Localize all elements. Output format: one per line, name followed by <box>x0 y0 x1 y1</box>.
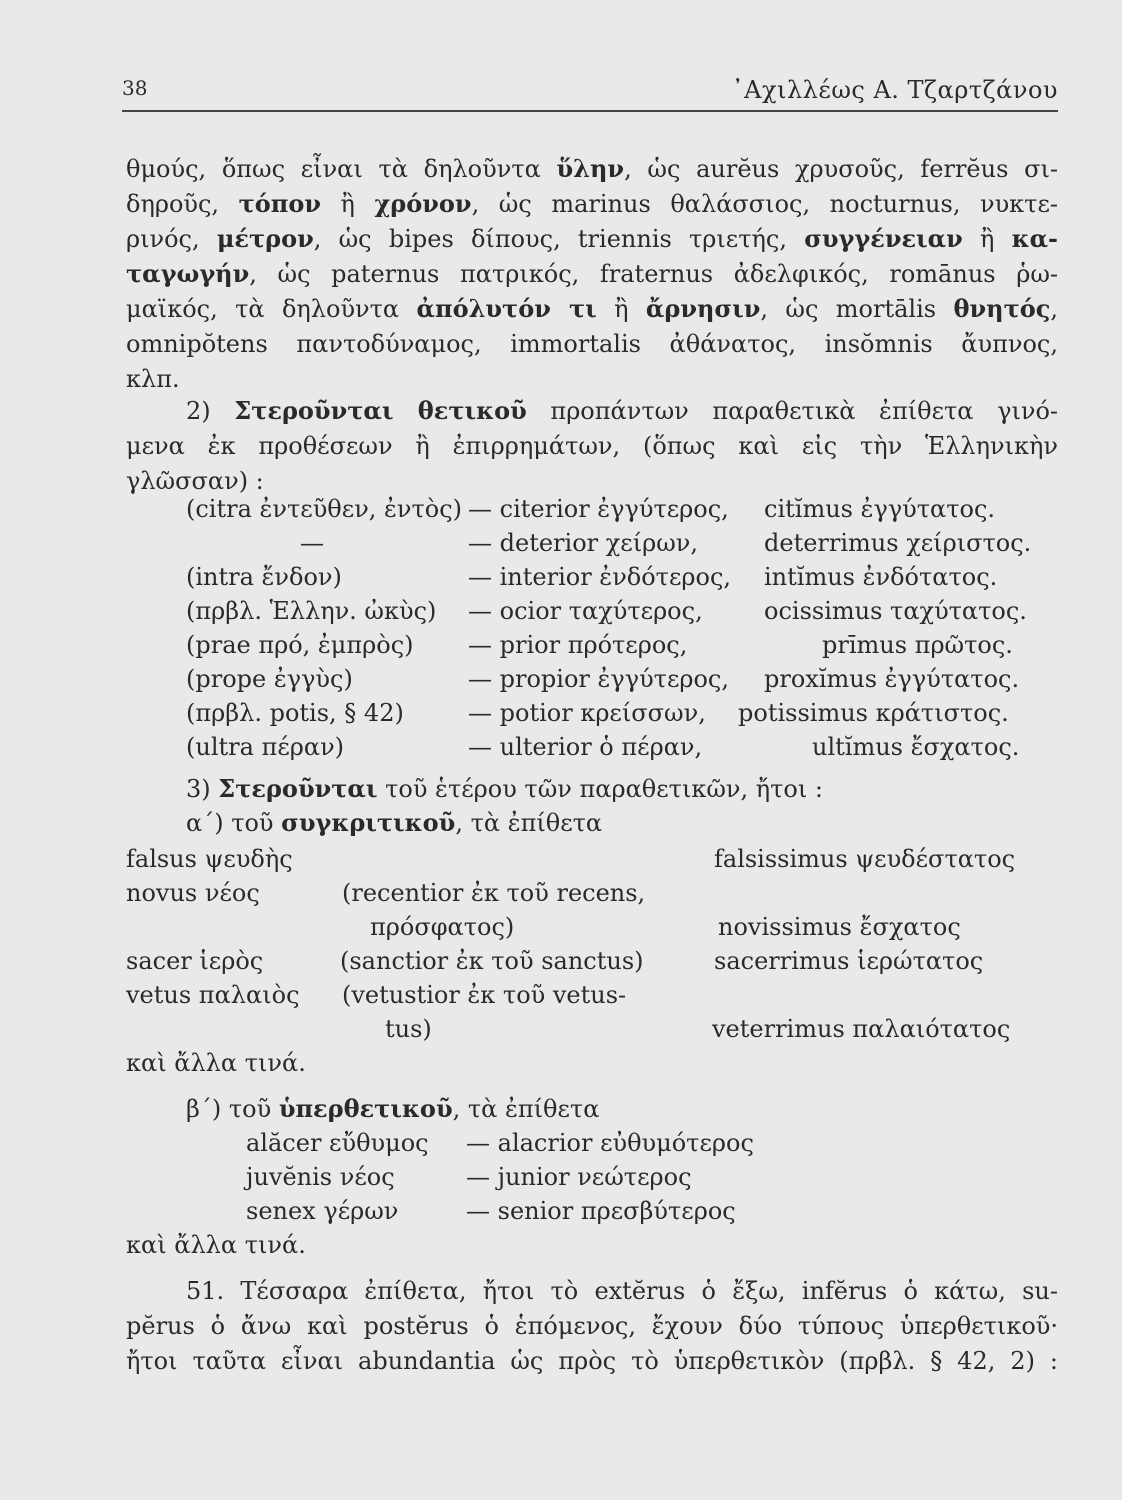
table-cell-origin: (citra ἐντεῦθεν, ἐντὸς) <box>186 495 463 523</box>
table-cell-superlative: sacerrimus ἱερώτατος <box>714 947 984 975</box>
text-line: κλπ. <box>126 365 180 393</box>
table-cell-comparative: — ocior ταχύτερος, <box>468 597 703 625</box>
table-cell-positive: juvĕnis νέος <box>246 1163 395 1191</box>
table-cell-comparative: — citerior ἐγγύτερος, <box>468 495 729 523</box>
table-cell-origin: (ultra πέραν) <box>186 733 345 761</box>
table-cell-comparative: — alacrior εὐθυμότερος <box>466 1129 754 1157</box>
table-cell-origin: (prope ἐγγὺς) <box>186 665 353 693</box>
page-header <box>122 76 1058 116</box>
text-line: 3) Στεροῦνται τοῦ ἑτέρου τῶν παραθετικῶν, ἤτοι : <box>186 774 824 803</box>
text-line: pĕrus ὁ ἄνω καὶ postĕrus ὁ ἑπόμενος, ἔχουν δύο τύπους ὑπερθετικοῦ· <box>126 1312 1058 1340</box>
table-cell-origin: (prae πρό, ἐμπρὸς) <box>186 631 414 659</box>
running-head: ᾿Αχιλλέως Α. Τζαρτζάνου <box>731 76 1058 104</box>
table-cell-comparative: tus) <box>385 1015 432 1043</box>
table-cell-superlative: citĭmus ἐγγύτατος. <box>764 495 996 523</box>
text-line: μαϊκός, τὰ δηλοῦντα ἀπόλυτόν τι ἢ ἄρνησιν, ὡς mortālis θνητός, <box>126 294 1059 323</box>
text-line: ἤτοι ταῦτα εἶναι abundantia ὡς πρὸς τὸ ὑπερθετικὸν (πρβλ. § 42, 2) : <box>126 1347 1058 1375</box>
table-cell-origin: (πρβλ. Ἑλλην. ὠκὺς) <box>186 597 437 625</box>
table-cell-superlative: intĭmus ἐνδότατος. <box>764 563 998 591</box>
table-cell-superlative: novissimus ἔσχατος <box>718 913 961 941</box>
table-cell-superlative: deterrimus χείριστος. <box>764 529 1032 557</box>
table-cell-superlative: veterrimus παλαιότατος <box>712 1015 1011 1043</box>
table-tail: καὶ ἄλλα τινά. <box>126 1231 306 1259</box>
table-cell-comparative: — interior ἐνδότερος, <box>468 563 732 591</box>
text-line: β΄) τοῦ ὑπερθετικοῦ, τὰ ἐπίθετα <box>186 1094 600 1123</box>
table-cell-comparative: — propior ἐγγύτερος, <box>468 665 729 693</box>
text-line: ταγωγήν, ὡς paternus πατρικός, fraternus ἀδελφικός, romānus ῥω- <box>126 259 1058 288</box>
table-cell-comparative: πρόσφατος) <box>370 913 515 941</box>
table-cell-origin: — <box>300 529 324 557</box>
table-cell-comparative: (vetustior ἐκ τοῦ vetus- <box>342 981 627 1009</box>
table-cell-origin: (πρβλ. potis, § 42) <box>186 699 404 727</box>
page-number: 38 <box>122 76 148 100</box>
table-cell-superlative: ocissimus ταχύτατος. <box>764 597 1027 625</box>
table-tail: καὶ ἄλλα τινά. <box>126 1049 306 1077</box>
table-cell-superlative: proxĭmus ἐγγύτατος. <box>764 665 1020 693</box>
table-cell-positive: novus νέος <box>126 879 260 907</box>
table-cell-comparative: (recentior ἐκ τοῦ recens, <box>342 879 646 907</box>
text-line: 2) Στεροῦνται θετικοῦ προπάντων παραθετικὰ ἐπίθετα γινό- <box>186 396 1059 425</box>
text-line: 51. Τέσσαρα ἐπίθετα, ἤτοι τὸ extĕrus ὁ ἔξω, infĕrus ὁ κάτω, su- <box>186 1277 1058 1305</box>
table-cell-superlative: ultĭmus ἔσχατος. <box>812 733 1020 761</box>
text-line: θμούς, ὅπως εἶναι τὰ δηλοῦντα ὕλην, ὡς aurĕus χρυσοῦς, ferrĕus σι- <box>126 154 1058 183</box>
table-cell-positive: senex γέρων <box>246 1197 399 1225</box>
text-line: γλῶσσαν) : <box>126 467 264 495</box>
table-cell-superlative: potissimus κράτιστος. <box>738 699 1009 727</box>
table-cell-origin: (intra ἔνδον) <box>186 563 342 591</box>
table-cell-comparative: — ulterior ὁ πέραν, <box>468 733 703 761</box>
table-cell-positive: vetus παλαιὸς <box>126 981 300 1009</box>
table-cell-superlative: falsissimus ψευδέστατος <box>714 845 1016 873</box>
table-cell-positive: alăcer εὔθυμος <box>246 1129 429 1157</box>
table-cell-superlative: prīmus πρῶτος. <box>822 631 1013 659</box>
text-line: omnipŏtens παντοδύναμος, immortalis ἀθάνατος, insŏmnis ἄυπνος, <box>126 330 1058 358</box>
text-line: ρινός, μέτρον, ὡς bipes δίπους, triennis τριετής, συγγένειαν ἢ κα- <box>126 224 1059 253</box>
table-cell-comparative: — junior νεώτερος <box>466 1163 692 1191</box>
table-cell-comparative: (sanctior ἐκ τοῦ sanctus) <box>340 947 644 975</box>
table-cell-comparative: — potior κρείσσων, <box>468 699 706 727</box>
text-line: δηροῦς, τόπον ἢ χρόνον, ὡς marinus θαλάσσιος, nocturnus, νυκτε- <box>126 189 1058 218</box>
header-rule <box>122 110 1058 112</box>
table-cell-positive: falsus ψευδὴς <box>126 845 293 873</box>
table-cell-comparative: — deterior χείρων, <box>468 529 699 557</box>
table-cell-comparative: — prior πρότερος, <box>468 631 688 659</box>
text-line: α΄) τοῦ συγκριτικοῦ, τὰ ἐπίθετα <box>186 808 603 837</box>
table-cell-positive: sacer ἱερὸς <box>126 947 264 975</box>
table-cell-comparative: — senior πρεσβύτερος <box>466 1197 736 1225</box>
text-line: μενα ἐκ προθέσεων ἢ ἐπιρρημάτων, (ὅπως καὶ εἰς τὴν Ἑλληνικὴν <box>126 432 1058 460</box>
